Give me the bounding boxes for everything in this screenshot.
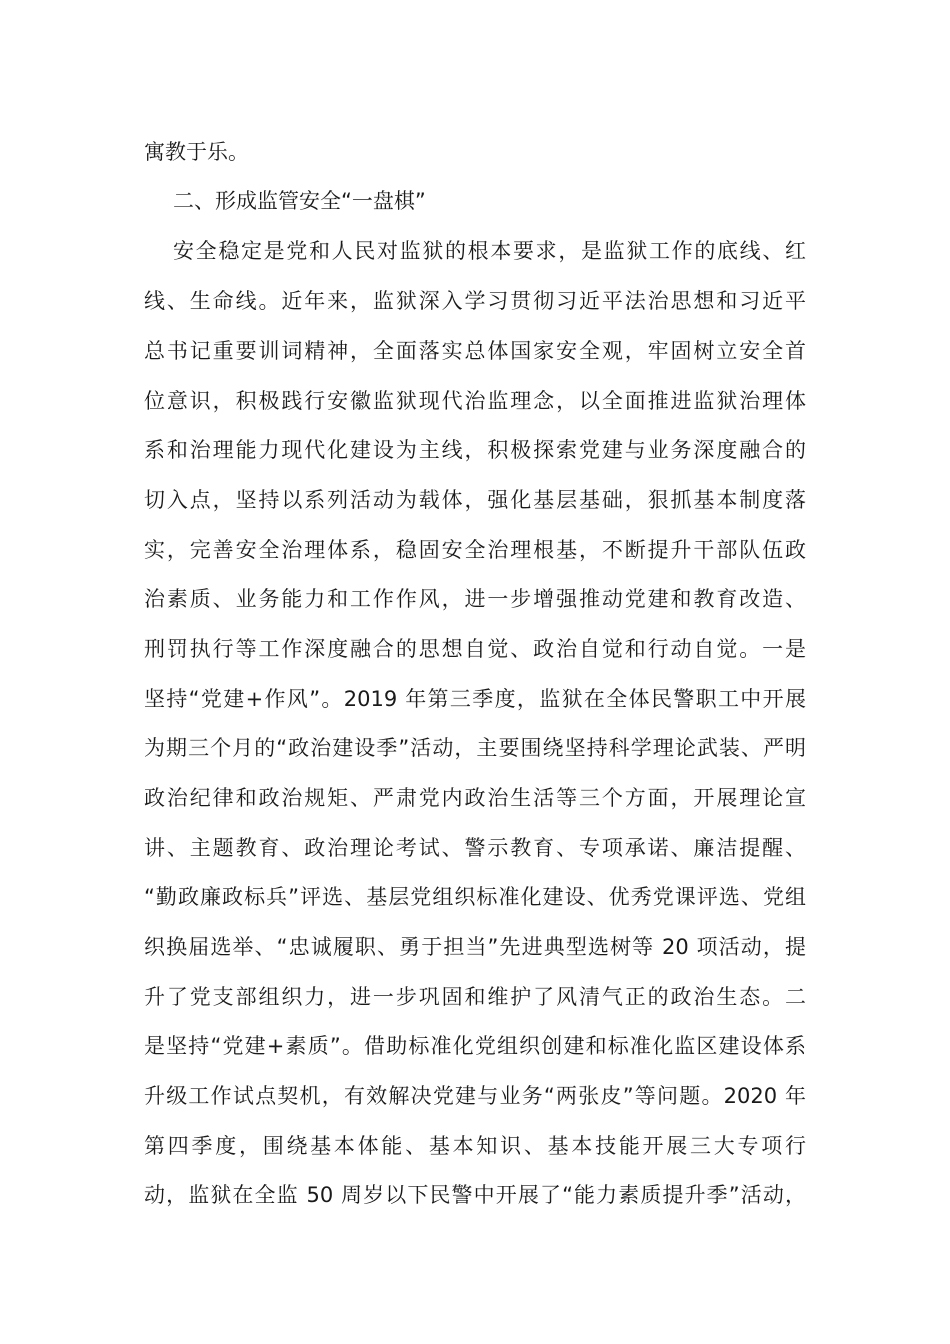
paragraph-line: 第四季度，围绕基本体能、基本知识、基本技能开展三大专项行 <box>144 1134 806 1158</box>
continuation-line: 寓教于乐。 <box>144 140 249 164</box>
paragraph-line: 总书记重要训词精神，全面落实总体国家安全观，牢固树立安全首 <box>144 339 806 363</box>
paragraph-line: 安全稳定是党和人民对监狱的根本要求，是监狱工作的底线、红 <box>173 239 806 263</box>
paragraph-line: 织换届选举、“忠诚履职、勇于担当”先进典型选树等 20 项活动，提 <box>144 935 806 959</box>
paragraph-line: “勤政廉政标兵”评选、基层党组织标准化建设、优秀党课评选、党组 <box>144 885 806 909</box>
paragraph-line: 动，监狱在全监 50 周岁以下民警中开展了“能力素质提升季”活动， <box>144 1183 806 1207</box>
section-heading: 二、形成监管安全“一盘棋” <box>173 189 426 213</box>
paragraph-line: 政治纪律和政治规矩、严肃党内政治生活等三个方面，开展理论宣 <box>144 786 806 810</box>
paragraph-line: 升级工作试点契机，有效解决党建与业务“两张皮”等问题。2020 年 <box>144 1084 806 1108</box>
paragraph-line: 系和治理能力现代化建设为主线，积极探索党建与业务深度融合的 <box>144 438 806 462</box>
paragraph-line: 治素质、业务能力和工作作风，进一步增强推动党建和教育改造、 <box>144 587 806 611</box>
paragraph-line: 实，完善安全治理体系，稳固安全治理根基，不断提升干部队伍政 <box>144 538 806 562</box>
paragraph-line: 讲、主题教育、政治理论考试、警示教育、专项承诺、廉洁提醒、 <box>144 836 806 860</box>
paragraph-line: 位意识，积极践行安徽监狱现代治监理念，以全面推进监狱治理体 <box>144 389 806 413</box>
paragraph-line: 升了党支部组织力，进一步巩固和维护了风清气正的政治生态。二 <box>144 985 806 1009</box>
paragraph-line: 刑罚执行等工作深度融合的思想自觉、政治自觉和行动自觉。一是 <box>144 637 806 661</box>
paragraph-line: 坚持“党建+作风”。2019 年第三季度，监狱在全体民警职工中开展 <box>144 687 806 711</box>
paragraph-line: 为期三个月的“政治建设季”活动，主要围绕坚持科学理论武装、严明 <box>144 736 806 760</box>
paragraph-line: 切入点，坚持以系列活动为载体，强化基层基础，狠抓基本制度落 <box>144 488 806 512</box>
paragraph-line: 线、生命线。近年来，监狱深入学习贯彻习近平法治思想和习近平 <box>144 289 806 313</box>
paragraph-line: 是坚持“党建+素质”。借助标准化党组织创建和标准化监区建设体系 <box>144 1034 806 1058</box>
